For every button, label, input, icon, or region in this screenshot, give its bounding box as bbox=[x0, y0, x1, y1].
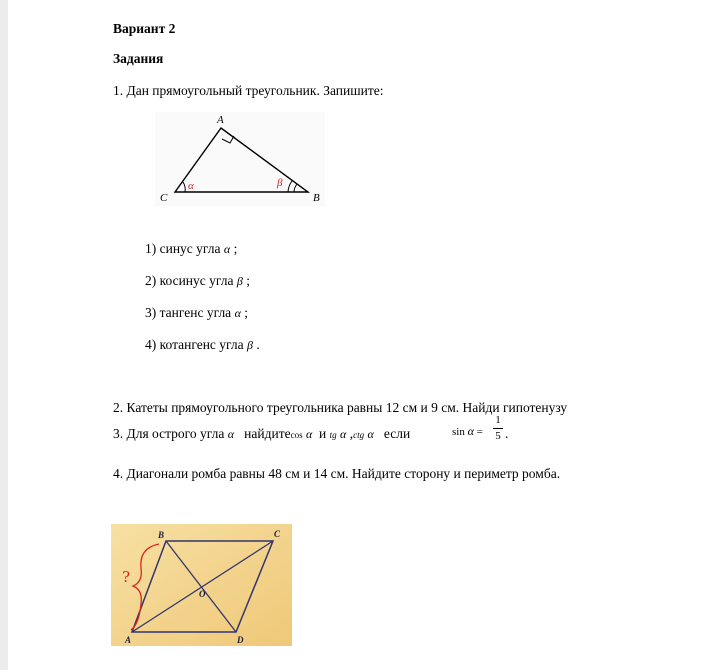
right-triangle-figure bbox=[150, 108, 330, 208]
vertex-c-label: C bbox=[274, 529, 281, 539]
task4-text: 4. Диагонали ромба равны 48 см и 14 см. Найдите сторону и периметр ромба. bbox=[113, 466, 561, 481]
task3-text: 3. Для острого угла α найдитеcos α и tg α ,ctg α если bbox=[113, 426, 411, 441]
vertex-b-label: B bbox=[313, 192, 320, 204]
task1-item-4: 4) котангенс угла β . bbox=[145, 337, 260, 352]
vertex-c-label: C bbox=[160, 192, 168, 204]
task1-item-2: 2) косинус угла β ; bbox=[145, 273, 250, 288]
vertex-b-label: B bbox=[158, 530, 165, 540]
fraction-denominator: 5 bbox=[495, 430, 501, 442]
fraction-bar bbox=[493, 428, 503, 429]
vertex-d-label: D bbox=[237, 635, 244, 645]
vertex-a-label: A bbox=[217, 114, 224, 126]
question-mark: ? bbox=[122, 568, 131, 586]
fraction-numerator: 1 bbox=[495, 414, 501, 426]
page-edge bbox=[0, 0, 8, 670]
center-o-label: O bbox=[199, 589, 206, 599]
angle-beta-label: β bbox=[277, 177, 283, 189]
angle-alpha-label: α bbox=[188, 180, 194, 192]
tasks-heading: Задания bbox=[113, 51, 164, 66]
task1-text: 1. Дан прямоугольный треугольник. Запишите: bbox=[113, 83, 384, 98]
task2-text: 2. Катеты прямоугольного треугольника равны 12 см и 9 см. Найди гипотенузу bbox=[113, 400, 568, 415]
rhombus-figure bbox=[111, 524, 292, 646]
sine-formula: sin α = bbox=[452, 424, 483, 438]
task3-period: . bbox=[505, 426, 509, 441]
variant-heading: Вариант 2 bbox=[113, 21, 176, 36]
task1-item-1: 1) синус угла α ; bbox=[145, 241, 238, 256]
vertex-a-label: A bbox=[125, 635, 132, 645]
task1-item-3: 3) тангенс угла α ; bbox=[145, 305, 249, 320]
